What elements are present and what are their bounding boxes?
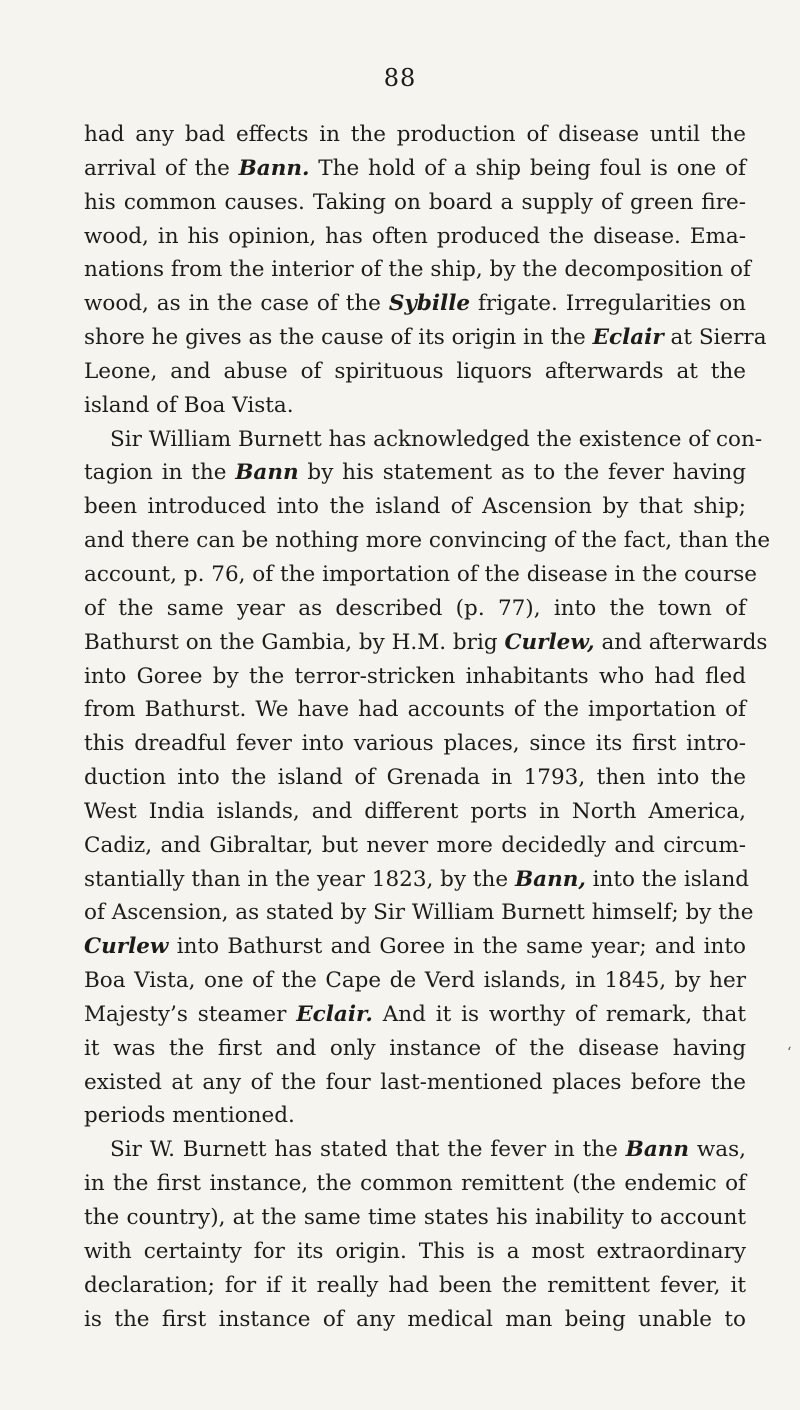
italic-text: Eclair (592, 325, 664, 351)
text-run: wood, as in the case of the (84, 291, 389, 317)
italic-text: Bann. (238, 155, 310, 181)
page-number: 88 (383, 64, 417, 92)
italic-text: Bann (235, 460, 299, 486)
text-line (84, 524, 771, 558)
text-line (84, 118, 746, 152)
text-line (84, 998, 746, 1032)
text-run: declaration; for if it really had been the remittent fever, it (84, 1272, 746, 1298)
text-run: of Ascension, as stated by Sir William Burnett himself; by the (84, 900, 754, 926)
text-line (84, 1303, 746, 1337)
text-run: into Goree by the terror-stricken inhabitants who had fled (84, 663, 746, 689)
text-run: from Bathurst. We have had accounts of the importation of (84, 697, 746, 723)
text-run: at Sierra (663, 325, 767, 351)
text-run: into the island (585, 866, 750, 892)
text-run: Majesty’s steamer (84, 1001, 297, 1027)
text-line (84, 896, 754, 930)
text-run: tagion in the (84, 460, 236, 486)
text-run: with certainty for its origin. This is a most extraordinary (84, 1238, 746, 1264)
text-line (84, 1066, 746, 1100)
text-run: it was the first and only instance of the disease having (84, 1035, 746, 1061)
text-run: duction into the island of Grenada in 1793, then into the (84, 765, 746, 791)
italic-text: Bann (625, 1137, 690, 1163)
text-line (84, 186, 746, 220)
text-run: island of Boa Vista. (84, 392, 294, 418)
text-line (84, 253, 751, 287)
text-run: the country), at the same time states his inability to account (84, 1205, 746, 1230)
text-run: by his statement as to the fever having (298, 460, 746, 486)
italic-text: Sybille (388, 291, 471, 317)
text-run: been introduced into the island of Ascension by that ship; (84, 494, 746, 520)
text-run: periods mentioned. (84, 1103, 295, 1129)
text-line (84, 795, 746, 829)
text-run: of the same year as described (p. 77), into the town of (84, 595, 746, 621)
text-line (84, 693, 746, 727)
text-line (84, 1201, 746, 1235)
text-line (84, 727, 746, 761)
text-line (84, 1235, 746, 1269)
text-run: and afterwards (594, 629, 768, 655)
italic-text: Curlew (84, 934, 169, 960)
text-line (84, 660, 746, 694)
text-line (84, 761, 746, 795)
text-line (84, 592, 746, 626)
text-line (84, 423, 763, 457)
text-run: in the first instance, the common remittent (the endemic of (84, 1171, 746, 1197)
text-line (84, 1099, 746, 1133)
text-run: nations from the interior of the ship, by the decomposition of (84, 257, 751, 283)
text-run: And it is worthy of remark, that (372, 1001, 746, 1027)
text-line (84, 490, 746, 524)
text-line (84, 220, 746, 254)
text-run: Bathurst on the Gambia, by H.M. brig (84, 629, 505, 655)
text-run: Leone, and abuse of spirituous liquors afterwards at the (84, 358, 746, 384)
text-line (84, 152, 746, 186)
text-run: frigate. Irregularities on (470, 291, 746, 317)
italic-text: Curlew, (504, 629, 595, 655)
text-run: had any bad effects in the production of disease until the (84, 122, 746, 147)
text-run: account, p. 76, of the importation of the disease in the course (84, 561, 757, 587)
text-run: The hold of a ship being foul is one of (309, 155, 746, 181)
text-line (84, 964, 746, 998)
text-run: was, (689, 1137, 746, 1163)
text-line (84, 558, 757, 592)
text-run: existed at any of the four last-mentioned places before the (84, 1069, 746, 1095)
text-line (84, 829, 746, 863)
text-run: and there can be nothing more convincing of the fact, than the (84, 528, 771, 554)
text-run: wood, in his opinion, has often produced the disease. Ema- (84, 223, 746, 249)
text-line (84, 355, 746, 389)
text-line (84, 456, 746, 490)
margin-mark: ‘ (787, 1045, 792, 1061)
text-run: Boa Vista, one of the Cape de Verd islands, in 1845, by her (84, 968, 746, 994)
text-line (84, 1269, 746, 1303)
text-run: arrival of the (84, 155, 239, 181)
text-run: shore he gives as the cause of its origin in the (84, 325, 593, 351)
text-line (84, 930, 746, 964)
text-line (84, 389, 746, 423)
italic-text: Eclair. (296, 1001, 373, 1027)
text-line (84, 1167, 746, 1201)
text-run: is the first instance of any medical man being unable to (84, 1306, 746, 1332)
text-line (84, 863, 750, 897)
text-run: Sir W. Burnett has stated that the fever in the (110, 1137, 626, 1163)
text-line (84, 321, 767, 355)
text-run: Cadiz, and Gibraltar, but never more decidedly and circum- (84, 832, 746, 858)
text-line (84, 1032, 746, 1066)
body-text (84, 118, 771, 1336)
text-line (84, 626, 768, 660)
text-line (84, 287, 746, 321)
text-run: this dreadful fever into various places, since its first intro- (84, 731, 746, 757)
text-run: into Bathurst and Goree in the same year; and into (168, 934, 746, 960)
text-line (84, 1133, 746, 1167)
italic-text: Bann, (514, 866, 586, 892)
text-run: his common causes. Taking on board a supply of green fire- (84, 189, 746, 215)
text-run: West India islands, and different ports in North America, (84, 798, 746, 824)
text-run: Sir William Burnett has acknowledged the existence of con- (110, 426, 763, 452)
text-run: stantially than in the year 1823, by the (84, 866, 515, 892)
